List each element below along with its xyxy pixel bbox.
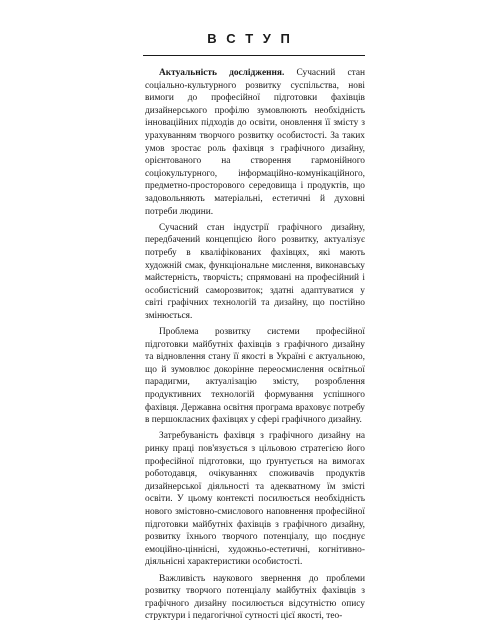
paragraph-text: Проблема розвитку системи професійної підготовки майбутніх фахівців з графічного дизайну та відновлення стану її якості в Україні є актуальною, що й зумовлює докорінне переосмислення освітньої парадигми, актуалізацію змісту, розроблення продуктивних технологій формування успішного фахівця. Державна освітня програма враховує потребу в першокласних фахівцях у сфері графічного дизайну. <box>145 327 365 426</box>
paragraph-text: Важливість наукового звернення до проблеми розвитку творчого потенціалу майбутніх фахівців з графічного дизайну посилюється відсутністю опису структури і педагогічної сутності цієї якості, тео- <box>145 573 365 622</box>
paragraph-text: Сучасний стан індустрії графічного дизайну, передбачений концепцією його розвитку, актуалізує потребу в кваліфікованих фахівцях, які мають художній смак, функціональне мислення, виконавську майстерність, творчість; спрямовані на професійний і особистісний саморозвиток; здатні адаптуватися у світі графічних технологій та дизайну, що постійно змінюється. <box>145 222 365 321</box>
paragraph-3 <box>145 326 365 427</box>
paragraph-lead: Актуальність дослідження. <box>159 68 285 78</box>
heading-underline <box>143 55 365 56</box>
paragraph-text: Затребуваність фахівця з графічного дизайну на ринку праці пов'язується з цільовою стратегією його професійної підготовки, що ґрунтується на вимогах роботодавця, очікуваннях споживачів продуктів дизайнерської діяльності та адекватному їм змісті освіти. У цьому контексті посилюється необхідність нового змістовно-смислового наповнення професійної підготовки майбутніх фахівців з графічного дизайну, розвитку їхнього творчого потенціалу, що поєднує емоційно-ціннісні, художньо-естетичні, когнітивно-діяльнісні характеристики особистості. <box>145 431 365 568</box>
body-text <box>145 67 365 627</box>
paragraph-1 <box>145 67 365 218</box>
section-heading: В С Т У П <box>207 31 293 46</box>
paragraph-5 <box>145 573 365 623</box>
paragraph-2 <box>145 222 365 323</box>
paragraph-text: Сучасний стан соціально-культурного розвитку суспільства, нові вимоги до професійної підготовки фахівців дизайнерського профілю зумовлюють необхідність інноваційних підходів до освіти, оновлення її змісту з урахуванням творчого розвитку особистості. За таких умов зростає роль фахівця з графічного дизайну, орієнтованого на створення гармонійного соціокультурного, інформаційно-комунікаційного, предметно-просторового середовища і продуктів, що задовольняють матеріальні, естетичні й духовні потреби людини. <box>145 68 365 217</box>
